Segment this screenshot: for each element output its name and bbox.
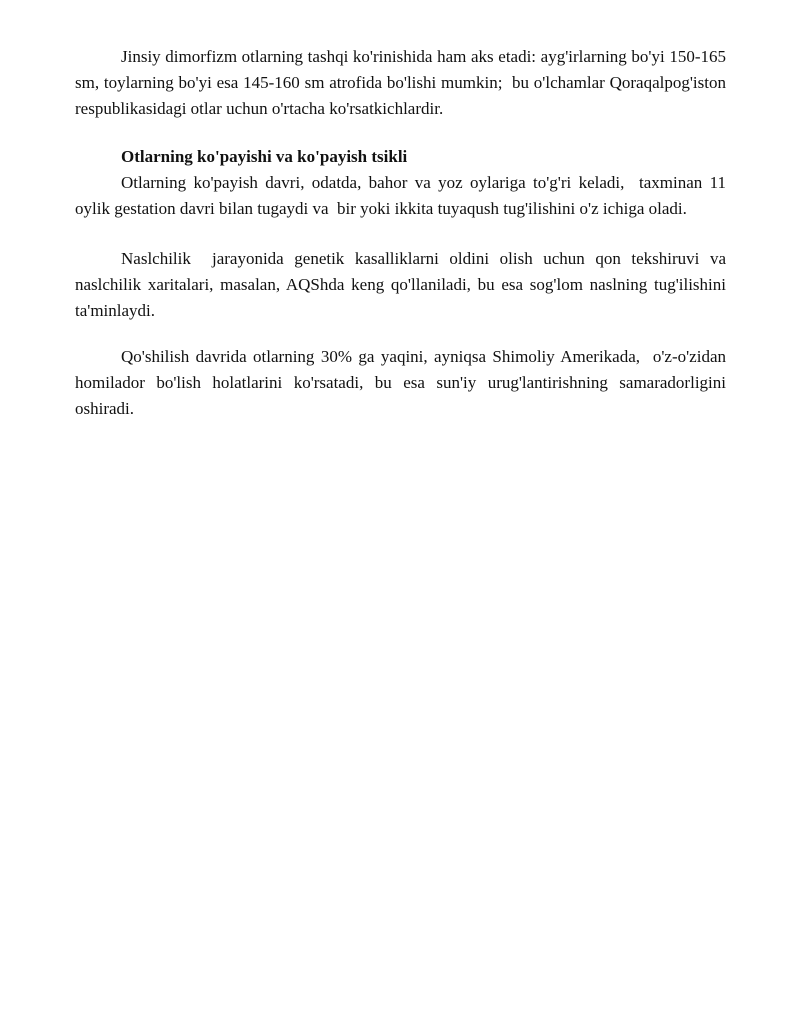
paragraph-genetics: Naslchilik jarayonida genetik kasalliklarni oldini olish uchun qon tekshiruvi va naslchilik xaritalari, masalan, AQShda keng qo'llaniladi, bu esa sog'lom naslning tug'ilishini ta'minlaydi.: [75, 249, 731, 320]
section-heading-reproduction: Otlarning ko'payishi va ko'payish tsikli: [121, 147, 408, 166]
paragraph-dimorphism: Jinsiy dimorfizm otlarning tashqi ko'rinishida ham aks etadi: ayg'irlarning bo'yi 150-165 sm, toylarning bo'yi esa 145-160 sm atrofida bo'lishi mumkin; bu o'lchamlar Qoraqalpog'iston respublikasidagi otlar uchun o'rtacha ko'rsatkichlardir.: [75, 47, 731, 118]
paragraph-breeding-period: Otlarning ko'payish davri, odatda, bahor va yoz oylariga to'g'ri keladi, taxminan 11 oylik gestation davri bilan tugaydi va bir yoki ikkita tuyaqush tug'ilishini o'z ichiga oladi.: [75, 173, 731, 218]
paragraph-mating: Qo'shilish davrida otlarning 30% ga yaqini, ayniqsa Shimoliy Amerikada, o'z-o'zidan homilador bo'lish holatlarini ko'rsatadi, bu esa sun'iy urug'lantirishning samaradorligini oshiradi.: [75, 347, 731, 418]
document-page: [75, 44, 731, 422]
